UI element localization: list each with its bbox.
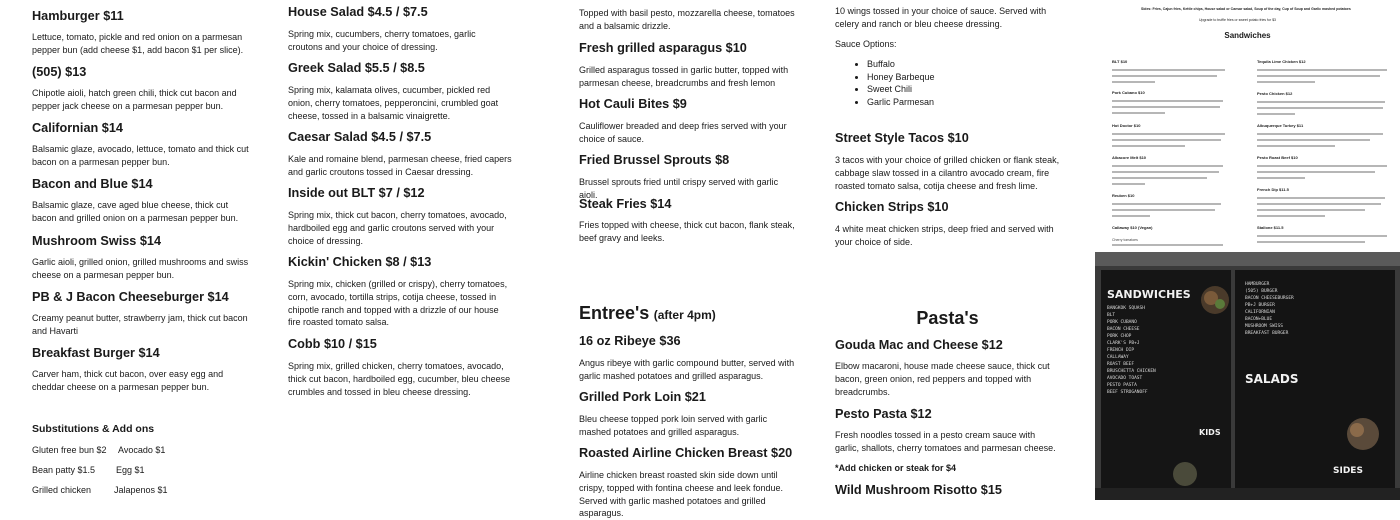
burgers-column bbox=[32, 0, 254, 500]
sandwich-title: Stallone $11.5 bbox=[1257, 225, 1284, 230]
board-line: CLARK'S PB+J bbox=[1107, 341, 1140, 346]
item-desc: Kale and romaine blend, parmesan cheese, fried capers and garlic croutons tossed in Caesar dressing. bbox=[288, 154, 512, 177]
sandwich-title: Reuben $10 bbox=[1112, 193, 1135, 198]
board-line: AVOCADO TOAST bbox=[1107, 376, 1143, 381]
item-title: Breakfast Burger $14 bbox=[32, 346, 160, 360]
chalkboard-photo bbox=[1095, 252, 1400, 500]
item-title: Greek Salad $5.5 / $8.5 bbox=[288, 61, 425, 75]
sandwich-menu-image bbox=[1095, 0, 1400, 252]
item-desc: Grilled asparagus tossed in garlic butter, topped with parmesan cheese, breadcrumbs and fresh lemon bbox=[579, 65, 789, 88]
board-sides: SIDES bbox=[1333, 466, 1363, 476]
item-title: (505) $13 bbox=[32, 65, 87, 79]
item-title: Gouda Mac and Cheese $12 bbox=[835, 338, 1003, 352]
sub-option: Jalapenos $1 bbox=[114, 485, 168, 495]
item-desc: Spring mix, thick cut bacon, cherry tomatoes, avocado, hardboiled egg and garlic croutons served with your choice of dressing. bbox=[288, 210, 507, 246]
item-title: Inside out BLT $7 / $12 bbox=[288, 186, 425, 200]
board-line: ROAST BEEF bbox=[1107, 362, 1135, 367]
item-desc: Spring mix, kalamata olives, cucumber, pickled red onion, cherry tomatoes, pepperoncini, crumbled goat cheese, tossed in a balsamic vinaigrette. bbox=[288, 85, 499, 121]
item-desc: Brussel sprouts fried until crispy served with garlic aioli. bbox=[579, 177, 779, 200]
sandwiches-heading: Sandwiches bbox=[1224, 31, 1271, 40]
board-salads: SALADS bbox=[1245, 372, 1299, 386]
sandwich-title: Albacore Melt $10 bbox=[1112, 155, 1147, 160]
sauce-option: • Garlic Parmesan bbox=[867, 96, 935, 109]
board-line: BLT bbox=[1107, 313, 1116, 318]
board-line: HAMBURGER bbox=[1245, 282, 1270, 287]
pasta-note: *Add chicken or steak for $4 bbox=[835, 463, 957, 473]
entrees-note: (after 4pm) bbox=[653, 308, 716, 322]
item-desc: 3 tacos with your choice of grilled chicken or flank steak, cabbage slaw tossed in a cilantro avocado cream, fire roasted tomato salsa, cotija cheese and fresh lime. bbox=[835, 155, 1060, 191]
sandwich-title: Pesto Roast Beef $10 bbox=[1257, 155, 1298, 160]
sub-option: Egg $1 bbox=[116, 465, 145, 475]
board-kids: KIDS bbox=[1199, 428, 1221, 437]
item-desc: Spring mix, chicken (grilled or crispy), cherry tomatoes, corn, avocado, tortilla strips, cotija cheese, tossed in chipotle ranch and topped with a drizzle of our house fire roasted tomato salsa. bbox=[288, 279, 508, 328]
board-line: FRENCH DIP bbox=[1107, 348, 1135, 353]
sub-option: Grilled chicken bbox=[32, 485, 92, 495]
upgrade-line: Upgrade to truffle fries or sweet potato fries for $3 bbox=[1199, 18, 1276, 22]
sauce-option: • Sweet Chili bbox=[867, 83, 935, 96]
item-desc: Balsamic glaze, cave aged blue cheese, thick cut bacon and grilled onion on a parmesan pepper bun. bbox=[32, 200, 239, 223]
item-title: Roasted Airline Chicken Breast $20 bbox=[579, 446, 793, 460]
sandwich-title: BLT $10 bbox=[1112, 59, 1128, 64]
item-desc: Fresh noodles tossed in a pesto cream sauce with garlic, shallots, cherry tomatoes and parmesan cheese. bbox=[835, 430, 1056, 453]
subs-heading: Substitutions & Add ons bbox=[32, 423, 155, 435]
item-title: Kickin' Chicken $8 / $13 bbox=[288, 255, 432, 269]
sandwich-title: Callaway $10 (Vegan) bbox=[1112, 225, 1153, 230]
fine-print bbox=[1095, 0, 1400, 252]
entrees-heading-row bbox=[579, 303, 716, 324]
item-title: Hot Cauli Bites $9 bbox=[579, 97, 687, 111]
sandwich-title: Pesto Chicken $12 bbox=[1257, 91, 1293, 96]
sandwich-title: Albuquerque Turkey $11 bbox=[1257, 123, 1304, 128]
board-line: BEEF STROGANOFF bbox=[1107, 390, 1148, 395]
board-line: (505) BURGER bbox=[1245, 289, 1278, 294]
pasta-column bbox=[835, 0, 1060, 500]
item-title: Fresh grilled asparagus $10 bbox=[579, 41, 747, 55]
board-line: PORK CUBANO bbox=[1107, 320, 1137, 325]
salads-column bbox=[288, 0, 512, 500]
item-desc: Spring mix, grilled chicken, cherry tomatoes, avocado, thick cut bacon, hardboiled egg, cucumber, bleu cheese crumbles and tossed in bleu cheese dressing. bbox=[288, 361, 511, 397]
item-desc: Carver ham, thick cut bacon, over easy egg and cheddar cheese on a parmesan pepper bun. bbox=[32, 369, 224, 392]
board-line: PESTO PASTA bbox=[1107, 383, 1137, 388]
board-line: BACON CHEESE bbox=[1107, 327, 1140, 332]
sandwich-title: Hot Doctor $10 bbox=[1112, 123, 1141, 128]
item-title: Chicken Strips $10 bbox=[835, 200, 949, 214]
sandwich-desc: Cherry tomatoes bbox=[1112, 238, 1138, 242]
item-title: 16 oz Ribeye $36 bbox=[579, 334, 681, 348]
sandwich-title: Pork Cubano $10 bbox=[1112, 90, 1145, 95]
item-desc: Cauliflower breaded and deep fries served with your choice of sauce. bbox=[579, 121, 787, 144]
item-title: Fried Brussel Sprouts $8 bbox=[579, 153, 730, 167]
item-desc: Garlic aioli, grilled onion, grilled mushrooms and swiss cheese on a parmesan pepper bun. bbox=[32, 257, 249, 280]
item-title: Cobb $10 / $15 bbox=[288, 337, 377, 351]
board-line: BRUSCHETTA CHICKEN bbox=[1107, 369, 1156, 374]
item-desc: Balsamic glaze, avocado, lettuce, tomato and thick cut bacon on a parmesan pepper bun. bbox=[32, 144, 249, 167]
item-title: House Salad $4.5 / $7.5 bbox=[288, 5, 428, 19]
board-line: BACON CHEESEBURGER bbox=[1245, 296, 1294, 301]
sub-option: Bean patty $1.5 bbox=[32, 465, 96, 475]
item-title: Steak Fries $14 bbox=[579, 197, 672, 211]
item-desc: Elbow macaroni, house made cheese sauce, thick cut bacon, green onion, red peppers and topped with breadcrumbs. bbox=[835, 361, 1050, 397]
sauce-label: Sauce Options: bbox=[835, 39, 897, 49]
sub-option: Avocado $1 bbox=[118, 445, 166, 455]
board-line: BANGKOK SQUASH bbox=[1107, 306, 1145, 311]
item-desc: Angus ribeye with garlic compound butter, served with garlic mashed potatoes and grilled asparagus. bbox=[579, 358, 795, 381]
item-desc: Fries topped with cheese, thick cut bacon, flank steak, beef gravy and leeks. bbox=[579, 220, 795, 243]
item-title: Californian $14 bbox=[32, 121, 123, 135]
sandwich-title: Tequila Lime Chicken $12 bbox=[1257, 59, 1306, 64]
item-desc: Bleu cheese topped pork loin served with garlic mashed potatoes and grilled asparagus. bbox=[579, 414, 768, 437]
sauce-option: • Honey Barbeque bbox=[867, 71, 935, 84]
board-line: PORK CHOP bbox=[1107, 334, 1132, 339]
board-line: CALLAWAY bbox=[1107, 355, 1129, 360]
sub-option: Gluten free bun $2 bbox=[32, 445, 107, 455]
item-desc: Lettuce, tomato, pickle and red onion on a parmesan pepper bun (add cheese $1, add bacon $1 per slice). bbox=[32, 32, 244, 55]
board-line: CALIFORNIAN bbox=[1245, 310, 1275, 315]
item-title: Hamburger $11 bbox=[32, 9, 124, 23]
item-desc: Creamy peanut butter, strawberry jam, thick cut bacon and Havarti bbox=[32, 313, 248, 336]
board-line: BREAKFAST BURGER bbox=[1245, 331, 1289, 336]
board-line: BACON+BLUE bbox=[1245, 317, 1273, 322]
item-title: PB & J Bacon Cheeseburger $14 bbox=[32, 290, 229, 304]
menu-photos bbox=[1095, 0, 1400, 500]
item-desc: Chipotle aioli, hatch green chili, thick cut bacon and pepper jack cheese on a parmesan pepper bun. bbox=[32, 88, 237, 111]
board-line: MUSHROOM SWISS bbox=[1245, 324, 1283, 329]
item-title: Wild Mushroom Risotto $15 bbox=[835, 483, 1002, 497]
item-desc: Airline chicken breast roasted skin side down until crispy, topped with fontina cheese and leek fondue. Served with garlic mashed potatoes and grilled asparagus. bbox=[579, 470, 783, 519]
sauce-option: • Buffalo bbox=[867, 58, 935, 71]
item-title: Street Style Tacos $10 bbox=[835, 131, 969, 145]
item-title: Pesto Pasta $12 bbox=[835, 407, 932, 421]
sandwich-title: French Dip $11.5 bbox=[1257, 187, 1289, 192]
entrees-heading: Entree's bbox=[579, 303, 650, 323]
board-sandwiches: SANDWICHES bbox=[1107, 288, 1191, 301]
item-desc: 4 white meat chicken strips, deep fried and served with your choice of side. bbox=[835, 224, 1054, 247]
item-desc: Topped with basil pesto, mozzarella cheese, tomatoes and a balsamic drizzle. bbox=[579, 8, 795, 31]
sides-line: Sides: Fries, Cajun fries, Kettle chips, House salad or Caesar salad, Soup of the day, Cup of Soup and Garlic mashed potatoes bbox=[1141, 7, 1351, 11]
item-title: Mushroom Swiss $14 bbox=[32, 234, 162, 248]
sauce-list bbox=[867, 58, 935, 108]
item-desc: 10 wings tossed in your choice of sauce. Served with celery and ranch or bleu cheese dressing. bbox=[835, 6, 1047, 29]
pasta-heading: Pasta's bbox=[916, 308, 979, 328]
item-title: Caesar Salad $4.5 / $7.5 bbox=[288, 130, 432, 144]
item-desc: Spring mix, cucumbers, cherry tomatoes, garlic croutons and your choice of dressing. bbox=[288, 29, 476, 52]
item-title: Bacon and Blue $14 bbox=[32, 177, 153, 191]
board-line: PB+J BURGER bbox=[1245, 303, 1275, 308]
item-title: Grilled Pork Loin $21 bbox=[579, 390, 706, 404]
appetizers-column bbox=[579, 0, 795, 519]
